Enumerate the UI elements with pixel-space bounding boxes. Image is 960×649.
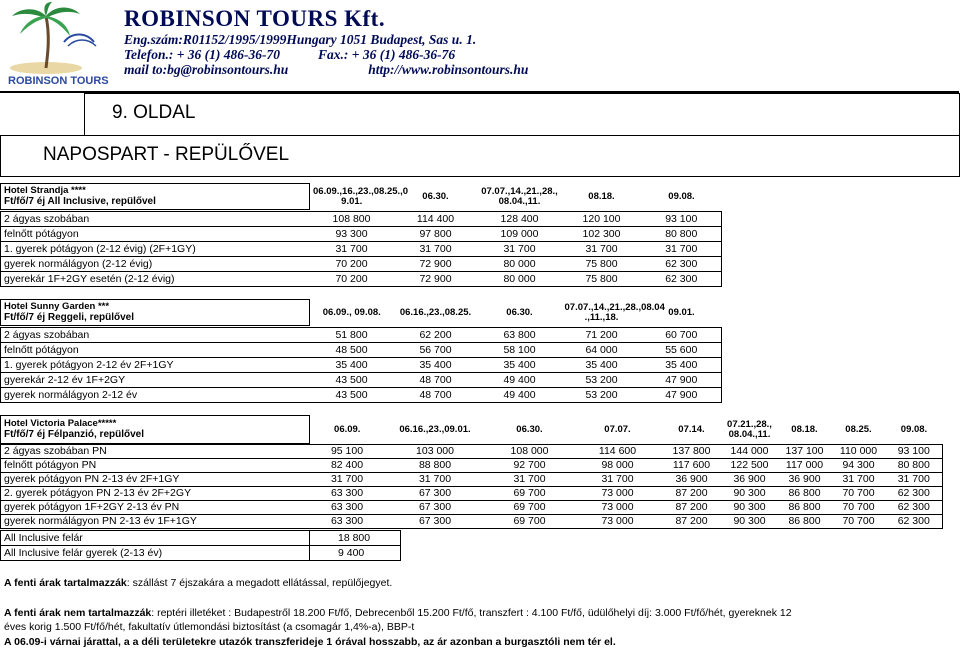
price-cell: 67 300: [385, 501, 486, 515]
price-cell: 62 300: [886, 515, 943, 529]
page-title: 9. OLDAL: [112, 102, 196, 123]
row-label: felnőtt pótágyon: [1, 227, 310, 242]
row-label: gyerek pótágyon PN 2-13 év 2F+1GY: [1, 473, 310, 487]
price-cell: 47 900: [642, 388, 722, 403]
row-label: 2 ágyas szobában PN: [1, 445, 310, 459]
table-row: [1, 358, 722, 373]
price-cell: 70 700: [832, 487, 886, 501]
table-row: [1, 515, 943, 529]
price-cell: 86 800: [778, 487, 832, 501]
price-cell: 72 900: [394, 272, 478, 287]
table-row: [1, 328, 722, 343]
price-cell: 80 000: [478, 272, 562, 287]
price-cell: 94 300: [832, 459, 886, 473]
price-cell: 90 300: [722, 501, 778, 515]
price-cell: 87 200: [662, 487, 722, 501]
date-column-header: 06.09., 09.08.: [322, 306, 381, 318]
date-column-header: 06.30.: [422, 190, 449, 202]
price-cell: 55 600: [642, 343, 722, 358]
not-included-note-continued: éves korig 1.500 Ft/fő/hét, fakultatív útlemondási biztosítást (a csomagár 1,4%-a), BBP-t: [4, 621, 415, 633]
price-cell: 31 700: [886, 473, 943, 487]
price-cell: 67 300: [385, 515, 486, 529]
not-included-note: [4, 607, 792, 619]
price-cell: 31 700: [562, 242, 642, 257]
hotel-header-cell: [1, 184, 310, 210]
robinson-tours-logo: [6, 2, 118, 86]
price-cell: 31 700: [574, 473, 662, 487]
row-label: 2 ágyas szobában: [1, 212, 310, 227]
price-cell: 51 800: [310, 328, 394, 343]
price-cell: 137 100: [778, 445, 832, 459]
date-column-header: 07.21.,28., 08.04.,11.: [727, 418, 772, 440]
price-cell: 47 900: [642, 373, 722, 388]
all-inclusive-surcharge-table: [0, 530, 401, 561]
price-cell: 98 000: [574, 459, 662, 473]
price-cell: 120 100: [562, 212, 642, 227]
company-website[interactable]: http://www.robinsontours.hu: [368, 62, 529, 77]
logo-text: ROBINSON TOURS: [8, 75, 109, 87]
price-cell: 80 000: [478, 257, 562, 272]
price-cell: 137 800: [662, 445, 722, 459]
price-cell: 128 400: [478, 212, 562, 227]
price-cell: 36 900: [722, 473, 778, 487]
price-cell: 93 300: [310, 227, 394, 242]
date-column-header: 08.18.: [791, 423, 818, 435]
price-cell: 69 700: [486, 487, 574, 501]
date-column-header: 06.09.: [334, 423, 361, 435]
price-cell: 95 100: [310, 445, 385, 459]
price-cell: 60 700: [642, 328, 722, 343]
row-label: All Inclusive felár: [1, 531, 310, 546]
row-label: gyerek normálágyon 2-12 év: [1, 388, 310, 403]
price-cell: 58 100: [478, 343, 562, 358]
row-label: gyerek normálágyon PN 2-13 év 1F+1GY: [1, 515, 310, 529]
price-cell: 35 400: [310, 358, 394, 373]
price-cell: 117 000: [778, 459, 832, 473]
company-registration: Eng.szám:R01152/1995/1999Hungary 1051 Budapest, Sas u. 1.: [124, 32, 477, 47]
price-cell: 62 300: [886, 501, 943, 515]
date-column-header: 08.25.: [845, 423, 872, 435]
price-cell: 43 500: [310, 388, 394, 403]
price-cell: 92 700: [486, 459, 574, 473]
price-cell: 75 800: [562, 257, 642, 272]
price-cell: 114 400: [394, 212, 478, 227]
price-cell: 49 400: [478, 388, 562, 403]
row-label: gyerekár 2-12 év 1F+2GY: [1, 373, 310, 388]
table-row: [1, 487, 943, 501]
hotel-name: Hotel Sunny Garden ***: [4, 300, 110, 312]
date-column-header: 06.30.: [516, 423, 543, 435]
price-cell: 31 700: [394, 242, 478, 257]
price-cell: 80 800: [642, 227, 722, 242]
price-cell: 110 000: [832, 445, 886, 459]
price-cell: 97 800: [394, 227, 478, 242]
not-included-label: A fenti árak nem tartalmazzák: [4, 607, 152, 619]
price-cell: 71 200: [562, 328, 642, 343]
hotel-header-cell: [1, 416, 310, 444]
price-cell: 75 800: [562, 272, 642, 287]
price-cell: 73 000: [574, 501, 662, 515]
table-row: [1, 257, 722, 272]
price-table-victoria-palace-body: [0, 444, 943, 529]
price-cell: 62 300: [642, 272, 722, 287]
row-label: felnőtt pótágyon: [1, 343, 310, 358]
company-fax: Fax.: + 36 (1) 486-36-76: [318, 47, 456, 62]
hotel-name: Hotel Strandja ****: [4, 184, 86, 196]
price-table-sunny-garden-body: [0, 327, 722, 403]
row-label: 1. gyerek pótágyon (2-12 évig) (2F+1GY): [1, 242, 310, 257]
price-cell: 18 800: [310, 531, 401, 546]
row-label: 2 ágyas szobában: [1, 328, 310, 343]
table-header-row: [1, 300, 722, 326]
price-cell: 64 000: [562, 343, 642, 358]
price-cell: 31 700: [478, 242, 562, 257]
price-cell: 62 300: [642, 257, 722, 272]
price-cell: 31 700: [310, 473, 385, 487]
row-label: gyerekár 1F+2GY esetén (2-12 évig): [1, 272, 310, 287]
price-cell: 67 300: [385, 487, 486, 501]
date-column-header: 07.07.,14.,21.,28., 08.04.,11.: [481, 185, 558, 207]
row-label: gyerek normálágyon (2-12 évig): [1, 257, 310, 272]
price-cell: 86 800: [778, 501, 832, 515]
price-cell: 48 500: [310, 343, 394, 358]
price-cell: 36 900: [662, 473, 722, 487]
price-cell: 82 400: [310, 459, 385, 473]
price-table-strandja-body: [0, 211, 722, 287]
price-cell: 108 000: [486, 445, 574, 459]
price-cell: 35 400: [394, 358, 478, 373]
table-row: [1, 343, 722, 358]
price-cell: 69 700: [486, 515, 574, 529]
hotel-board-info: Ft/fő/7 éj Félpanzió, repülővel: [4, 428, 145, 440]
table-row: [1, 501, 943, 515]
transfer-note: A 06.09-i várnai járattal, a a déli területekre utazók transzferideje 1 órával hosszabb, az ár azonban a burgasztóli nem tér el.: [4, 636, 616, 648]
price-cell: 43 500: [310, 373, 394, 388]
date-column-header: 06.16.,23.,08.25.: [399, 306, 472, 318]
price-cell: 53 200: [562, 373, 642, 388]
page-title-box: [84, 93, 960, 137]
date-column-header: 06.09.,16.,23.,08.25.,0 9.01.: [313, 185, 409, 207]
price-cell: 63 800: [478, 328, 562, 343]
date-column-header: 07.14.: [678, 423, 705, 435]
price-cell: 31 700: [310, 242, 394, 257]
table-row: [1, 272, 722, 287]
price-cell: 62 300: [886, 487, 943, 501]
row-label: 2. gyerek pótágyon PN 2-13 év 2F+2GY: [1, 487, 310, 501]
date-column-header: 09.08.: [668, 190, 695, 202]
price-cell: 88 800: [385, 459, 486, 473]
not-included-text: : reptéri illetéket : Budapestről 18.200 Ft/fő, Debrecenből 15.200 Ft/fő, transzfert : 4.100 Ft/fő, üdülőhelyi díj: 3.000 Ft/fő/hét, gyereknek 12: [151, 607, 792, 619]
date-column-header: 07.07.,14.,21.,28.,08.04 .,11.,18.: [564, 301, 665, 323]
price-cell: 70 200: [310, 257, 394, 272]
date-column-header: 09.01.: [668, 306, 695, 318]
table-row: [1, 227, 722, 242]
table-row: [1, 242, 722, 257]
row-label: gyerek pótágyon 1F+2GY 2-13 év PN: [1, 501, 310, 515]
price-cell: 48 700: [394, 388, 478, 403]
price-cell: 56 700: [394, 343, 478, 358]
company-phone-fax: [124, 47, 455, 63]
price-cell: 72 900: [394, 257, 478, 272]
price-cell: 63 300: [310, 501, 385, 515]
table-row: [1, 531, 401, 546]
table-row: [1, 546, 401, 561]
price-cell: 73 000: [574, 487, 662, 501]
date-column-header: 09.08.: [900, 423, 928, 435]
table-row: [1, 445, 943, 459]
price-cell: 31 700: [832, 473, 886, 487]
price-cell: 103 000: [385, 445, 486, 459]
table-row: [1, 388, 722, 403]
hotel-name: Hotel Victoria Palace*****: [4, 417, 117, 429]
price-cell: 109 000: [478, 227, 562, 242]
price-table-sunny-garden: [0, 299, 722, 326]
price-cell: 93 100: [642, 212, 722, 227]
price-cell: 31 700: [486, 473, 574, 487]
price-cell: 102 300: [562, 227, 642, 242]
row-label: felnőtt pótágyon PN: [1, 459, 310, 473]
price-cell: 114 600: [574, 445, 662, 459]
included-text: : szállást 7 éjszakára a megadott ellátással, repülőjegyet.: [126, 577, 393, 589]
row-label: 1. gyerek pótágyon 2-12 év 2F+1GY: [1, 358, 310, 373]
date-column-header: 06.16.,23.,09.01.: [399, 423, 471, 435]
table-header-row: [1, 416, 943, 444]
price-cell: 9 400: [310, 546, 401, 561]
price-cell: 117 600: [662, 459, 722, 473]
price-cell: 31 700: [642, 242, 722, 257]
company-phone: Telefon.: + 36 (1) 486-36-70: [124, 47, 281, 62]
price-cell: 70 700: [832, 515, 886, 529]
price-cell: 35 400: [642, 358, 722, 373]
price-table-victoria-palace: [0, 415, 943, 444]
hotel-header-cell: [1, 300, 310, 326]
company-name: ROBINSON TOURS Kft.: [124, 6, 386, 31]
price-cell: 93 100: [886, 445, 943, 459]
included-label: A fenti árak tartalmazzák: [4, 577, 127, 589]
price-cell: 144 000: [722, 445, 778, 459]
row-label: All Inclusive felár gyerek (2-13 év): [1, 546, 310, 561]
price-cell: 63 300: [310, 515, 385, 529]
company-email[interactable]: mail to:bg@robinsontours.hu: [124, 62, 289, 77]
price-cell: 80 800: [886, 459, 943, 473]
price-cell: 69 700: [486, 501, 574, 515]
date-column-header: 07.07.: [604, 423, 631, 435]
price-cell: 53 200: [562, 388, 642, 403]
table-row: [1, 373, 722, 388]
table-row: [1, 212, 722, 227]
table-header-row: [1, 184, 722, 210]
table-row: [1, 473, 943, 487]
price-cell: 90 300: [722, 515, 778, 529]
price-cell: 87 200: [662, 501, 722, 515]
company-contact: [124, 62, 528, 78]
price-cell: 90 300: [722, 487, 778, 501]
included-note: [4, 577, 392, 589]
price-table-strandja: [0, 183, 722, 210]
hotel-board-info: Ft/fő/7 éj Reggeli, repülővel: [4, 311, 135, 323]
price-cell: 122 500: [722, 459, 778, 473]
date-column-header: 08.18.: [588, 190, 615, 202]
section-title: NAPOSPART - REPÜLŐVEL: [43, 144, 290, 165]
price-cell: 35 400: [562, 358, 642, 373]
price-cell: 63 300: [310, 487, 385, 501]
price-cell: 70 700: [832, 501, 886, 515]
price-cell: 49 400: [478, 373, 562, 388]
price-cell: 86 800: [778, 515, 832, 529]
price-cell: 62 200: [394, 328, 478, 343]
price-cell: 36 900: [778, 473, 832, 487]
hotel-board-info: Ft/fő/7 éj All Inclusive, repülővel: [4, 195, 156, 207]
date-column-header: 06.30.: [506, 306, 533, 318]
price-cell: 70 200: [310, 272, 394, 287]
price-cell: 108 800: [310, 212, 394, 227]
price-cell: 31 700: [385, 473, 486, 487]
price-cell: 48 700: [394, 373, 478, 388]
table-row: [1, 459, 943, 473]
price-cell: 87 200: [662, 515, 722, 529]
price-cell: 35 400: [478, 358, 562, 373]
price-cell: 73 000: [574, 515, 662, 529]
